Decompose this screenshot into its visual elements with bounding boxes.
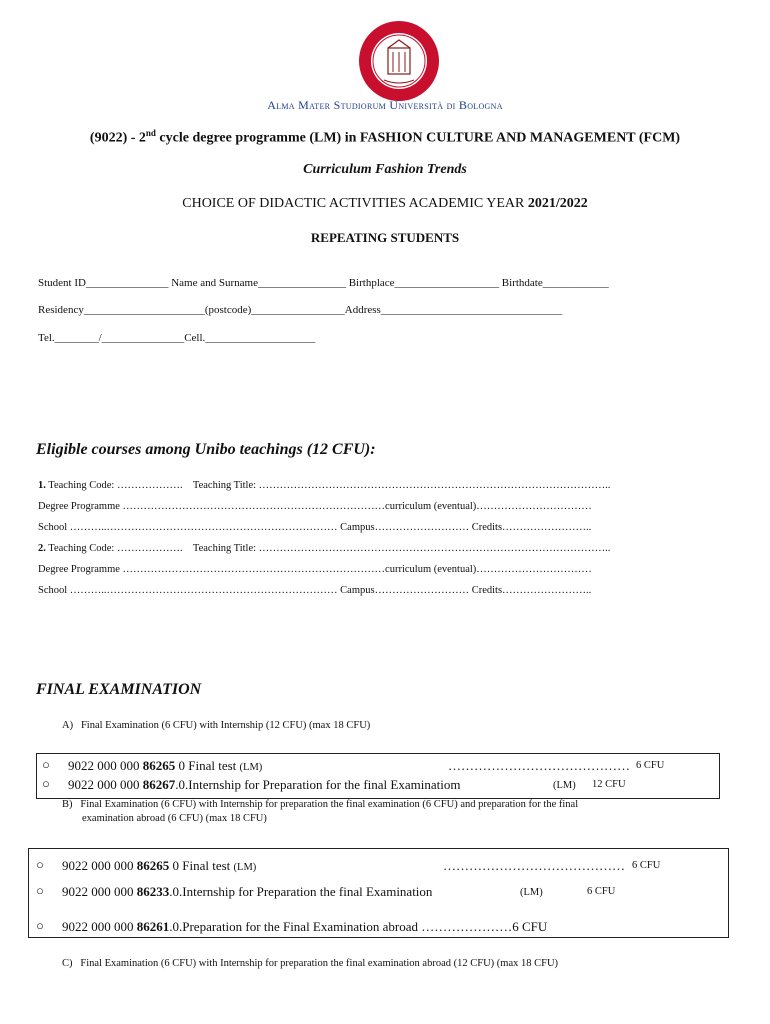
course-1-line-3[interactable]: School ………..………………………………………………………… Campus……………………… Credits…………………….. xyxy=(38,522,592,533)
programme-title: (9022) - 2nd cycle degree programme (LM) in FASHION CULTURE AND MANAGEMENT (FCM) xyxy=(89,128,681,146)
option-a1-label: 9022 000 000 86265 0 Final test (LM) xyxy=(68,758,263,773)
option-b1-credits: 6 CFU xyxy=(632,860,661,871)
course-2-line-1[interactable]: 2. Teaching Code: ………………. Teaching Title: ……………………………………………………………………………………….. xyxy=(38,543,611,554)
option-b3-label: 9022 000 000 86261.0.Preparation for the Final Examination abroad …………………6 CFU xyxy=(62,919,548,934)
option-a1-dots: …………………………………… xyxy=(448,758,630,773)
form-line-student[interactable]: Student ID_______________ Name and Surname________________ Birthplace___________________ Birthdate____________ xyxy=(38,277,609,289)
option-b1-dots: …………………………………… xyxy=(443,858,625,873)
option-a1-radio[interactable]: ○ xyxy=(42,757,50,772)
option-b-description-1: B) Final Examination (6 CFU) with Internship for preparation the final examination (6 CFU) and preparation for the final xyxy=(62,799,579,810)
option-b2-radio[interactable]: ○ xyxy=(36,883,44,898)
choice-title: CHOICE OF DIDACTIC ACTIVITIES ACADEMIC YEAR 2021/2022 xyxy=(182,196,588,211)
form-line-tel[interactable]: Tel.________/_______________Cell.____________________ xyxy=(38,332,316,344)
course-2-line-2[interactable]: Degree Programme …………………………………………………………………curriculum (eventual)…………………………… xyxy=(38,564,592,575)
option-c-description: C) Final Examination (6 CFU) with Internship for preparation the final examination abroad (12 CFU) (max 18 CFU) xyxy=(62,958,559,969)
option-b2-lm: (LM) xyxy=(520,887,543,898)
option-b2-credits: 6 CFU xyxy=(587,886,616,897)
option-b1-radio[interactable]: ○ xyxy=(36,857,44,872)
option-a2-lm: (LM) xyxy=(553,780,576,791)
final-examination-heading: FINAL EXAMINATION xyxy=(36,681,202,698)
option-a-description: A) Final Examination (6 CFU) with Internship (12 CFU) (max 18 CFU) xyxy=(62,720,371,731)
course-1-line-1[interactable]: 1. Teaching Code: ………………. Teaching Title: ……………………………………………………………………………………….. xyxy=(38,480,611,491)
option-b-description-2: examination abroad (6 CFU) (max 18 CFU) xyxy=(82,813,267,824)
option-a2-label: 9022 000 000 86267.0.Internship for Preparation for the final Examinatiom xyxy=(68,777,461,792)
course-2-line-3[interactable]: School ………..………………………………………………………… Campus……………………… Credits…………………….. xyxy=(38,585,592,596)
option-b1-label: 9022 000 000 86265 0 Final test (LM) xyxy=(62,858,257,873)
option-b3-radio[interactable]: ○ xyxy=(36,918,44,933)
university-seal-logo xyxy=(358,20,440,102)
option-b2-label: 9022 000 000 86233.0.Internship for Preparation the final Examination xyxy=(62,884,433,899)
university-name: Alma Mater Studiorum Università di Bologna xyxy=(267,98,503,112)
form-line-residency[interactable]: Residency______________________(postcode)_________________Address_________________________________ xyxy=(38,304,563,316)
eligible-courses-heading: Eligible courses among Unibo teachings (12 CFU): xyxy=(36,441,376,458)
course-1-line-2[interactable]: Degree Programme …………………………………………………………………curriculum (eventual)…………………………… xyxy=(38,501,592,512)
option-a2-credits: 12 CFU xyxy=(592,779,626,790)
option-a1-credits: 6 CFU xyxy=(636,760,665,771)
repeating-students-title: REPEATING STUDENTS xyxy=(310,230,460,245)
curriculum-title: Curriculum Fashion Trends xyxy=(303,162,467,177)
option-a2-radio[interactable]: ○ xyxy=(42,776,50,791)
